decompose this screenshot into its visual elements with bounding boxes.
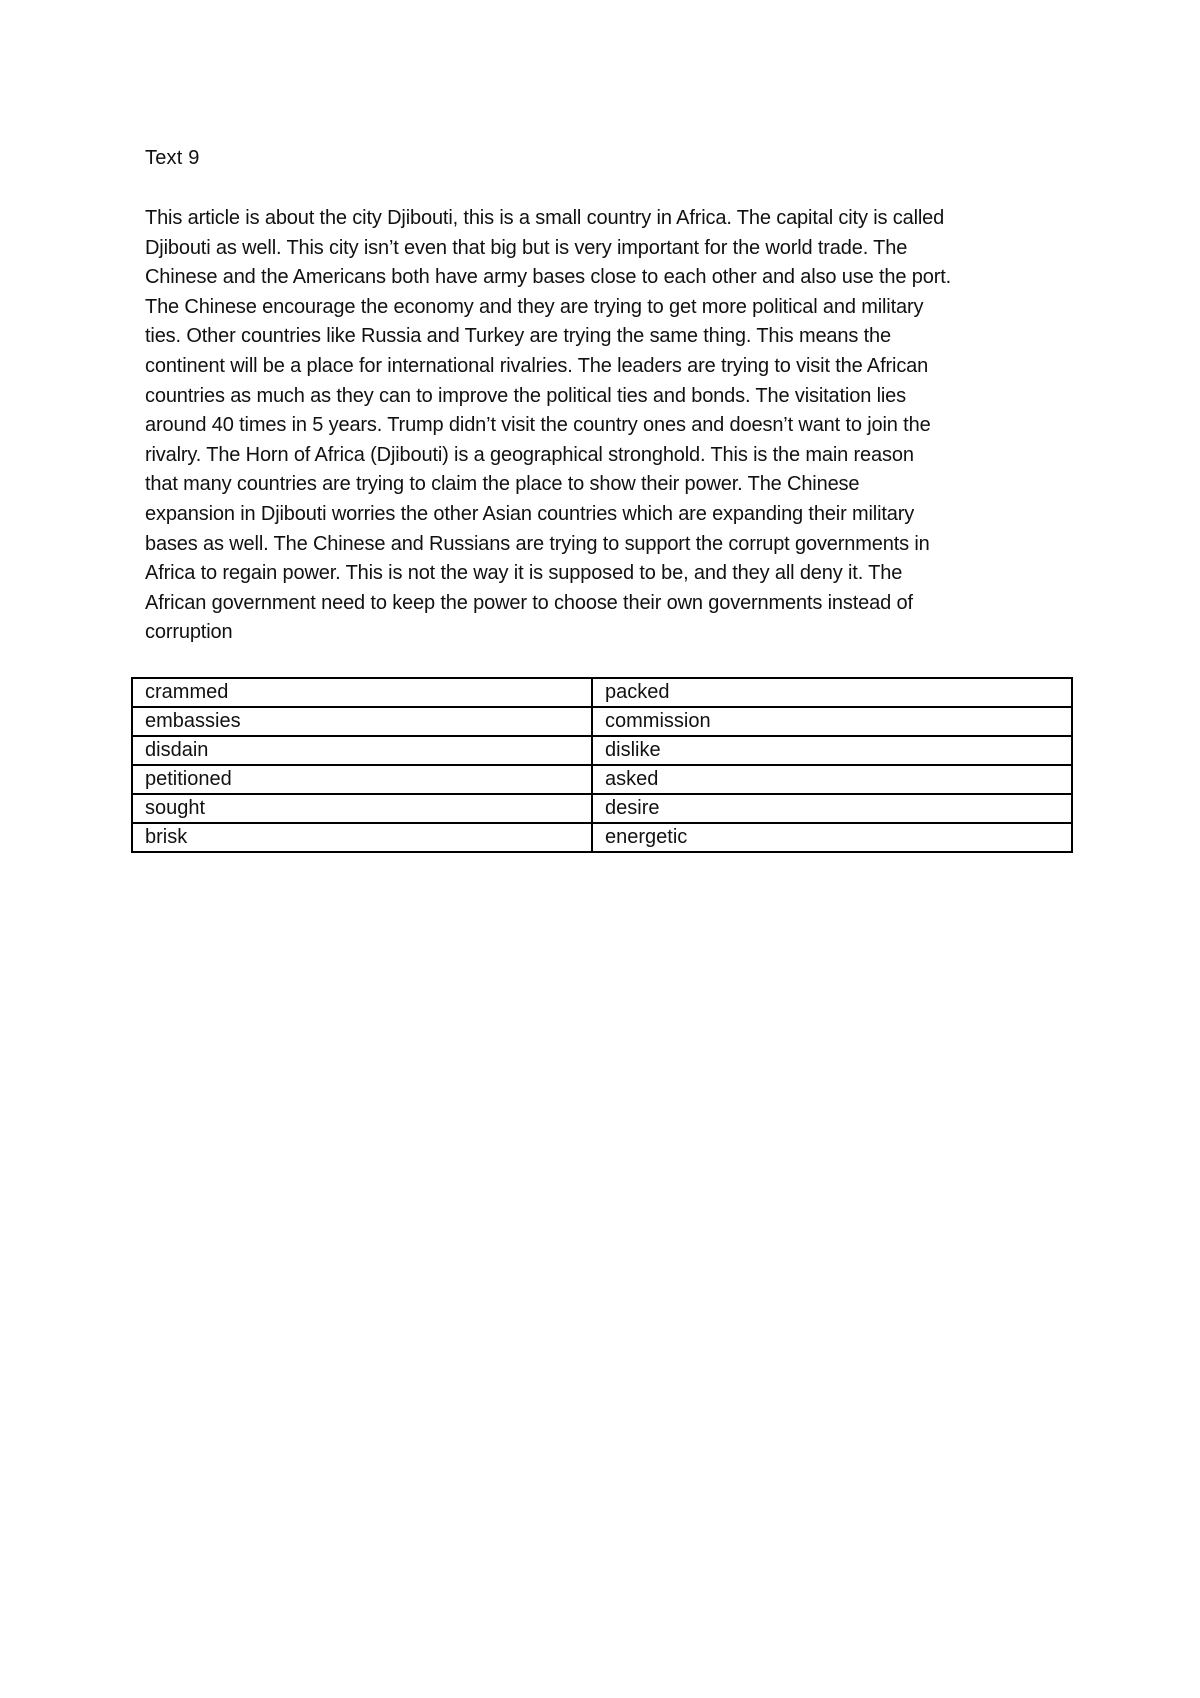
vocab-word: embassies (132, 707, 592, 736)
table-row (132, 794, 1072, 823)
document-title: Text 9 (145, 147, 200, 169)
paragraph-line: expansion in Djibouti worries the other Asian countries which are expanding their military (145, 502, 915, 525)
paragraph-line: continent will be a place for international rivalries. The leaders are trying to visit the African (145, 354, 929, 377)
vocab-meaning: energetic (592, 823, 1072, 852)
paragraph-line: African government need to keep the power to choose their own governments instead of (145, 591, 913, 614)
table-row (132, 765, 1072, 794)
paragraph-line: countries as much as they can to improve the political ties and bonds. The visitation lies (145, 384, 906, 407)
paragraph-line: Africa to regain power. This is not the way it is supposed to be, and they all deny it. The (145, 562, 903, 585)
paragraph-line: ties. Other countries like Russia and Turkey are trying the same thing. This means the (145, 325, 891, 348)
vocab-word: crammed (132, 678, 592, 707)
article-paragraph (145, 204, 1060, 648)
vocab-word: sought (132, 794, 592, 823)
paragraph-line: rivalry. The Horn of Africa (Djibouti) is a geographical stronghold. This is the main reason (145, 443, 914, 466)
vocab-word: disdain (132, 736, 592, 765)
paragraph-line: This article is about the city Djibouti, this is a small country in Africa. The capital city is called (145, 207, 945, 229)
vocabulary-table (131, 677, 1073, 853)
table-row (132, 823, 1072, 852)
paragraph-line: Chinese and the Americans both have army bases close to each other and also use the port. (145, 266, 952, 289)
paragraph-line: Djibouti as well. This city isn’t even that big but is very important for the world trade. The (145, 236, 908, 259)
vocab-word: brisk (132, 823, 592, 852)
vocab-meaning: desire (592, 794, 1072, 823)
paragraph-line: bases as well. The Chinese and Russians are trying to support the corrupt governments in (145, 532, 930, 555)
paragraph-line: The Chinese encourage the economy and they are trying to get more political and military (145, 295, 924, 318)
vocab-meaning: commission (592, 707, 1072, 736)
table-row (132, 678, 1072, 707)
vocab-meaning: asked (592, 765, 1072, 794)
table-row (132, 736, 1072, 765)
table-row (132, 707, 1072, 736)
paragraph-line: around 40 times in 5 years. Trump didn’t visit the country ones and doesn’t want to join the (145, 414, 931, 437)
paragraph-line: that many countries are trying to claim the place to show their power. The Chinese (145, 473, 860, 496)
vocab-word: petitioned (132, 765, 592, 794)
vocab-meaning: dislike (592, 736, 1072, 765)
paragraph-line: corruption (145, 621, 233, 644)
vocab-meaning: packed (592, 678, 1072, 707)
